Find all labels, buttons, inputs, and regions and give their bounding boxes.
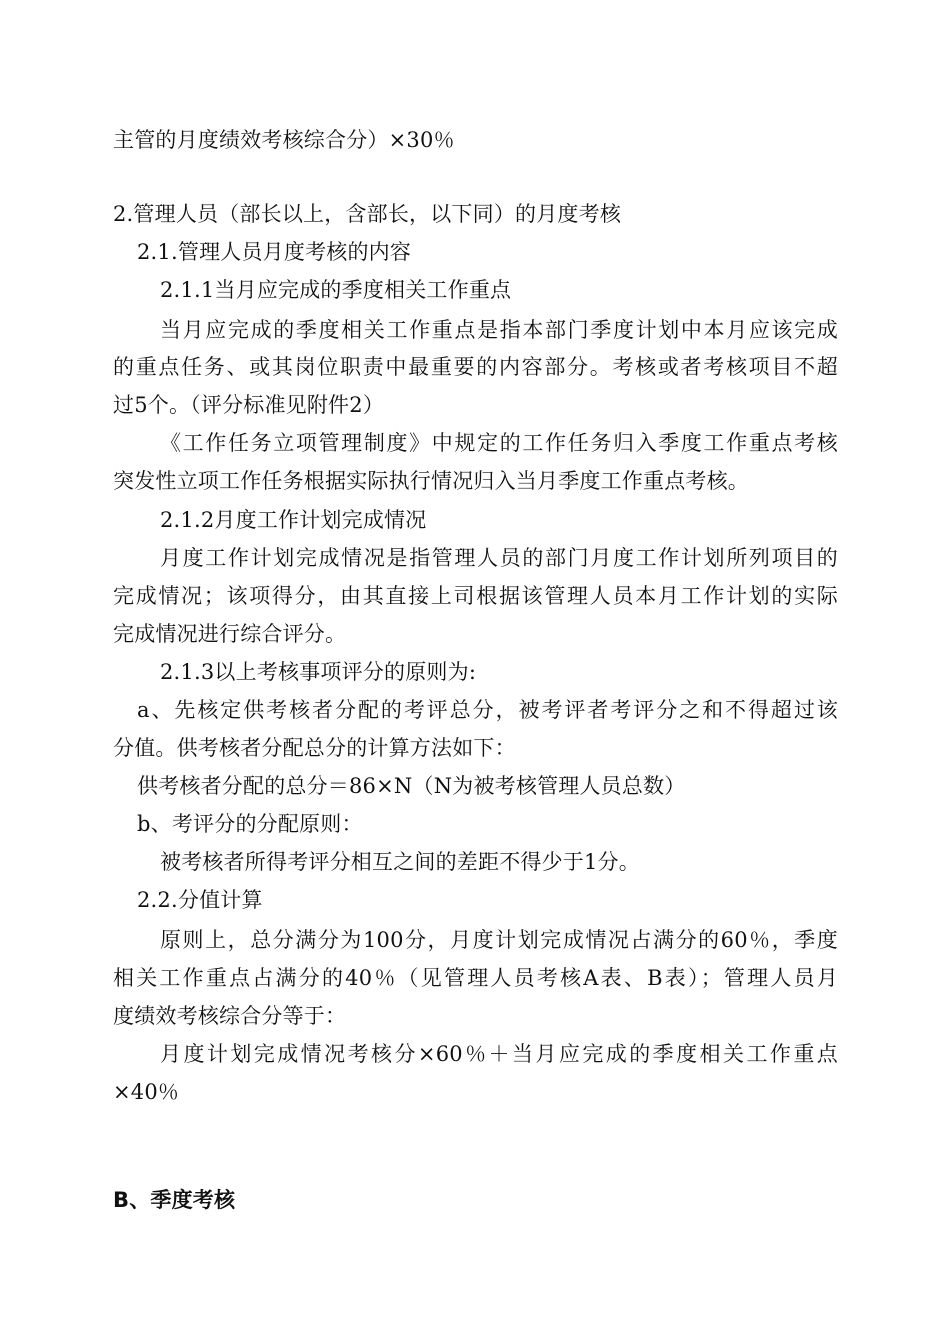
paragraph-line: 完成情况；该项得分，由其直接上司根据该管理人员本月工作计划的实际 [113, 584, 838, 608]
paragraph-line: a、先核定供考核者分配的考评总分，被考评者考评分之和不得超过该 [137, 698, 838, 722]
subsection-title-2-1-3: 2.1.3以上考核事项评分的原则为: [160, 660, 477, 684]
paragraph-line: 《工作任务立项管理制度》中规定的工作任务归入季度工作重点考核 [160, 431, 838, 455]
formula-line: 供考核者分配的总分＝86×N（N为被考核管理人员总数） [137, 774, 686, 798]
paragraph-line: 原则上，总分满分为100分，月度计划完成情况占满分的60％，季度 [160, 928, 838, 952]
paragraph-line: 月度工作计划完成情况是指管理人员的部门月度工作计划所列项目的 [160, 546, 838, 570]
section-heading-b: B、季度考核 [113, 1188, 236, 1212]
paragraph-line: 完成情况进行综合评分。 [113, 622, 347, 646]
paragraph-line: b、考评分的分配原则： [137, 812, 363, 836]
section-title-2: 2.管理人员（部长以上，含部长，以下同）的月度考核 [113, 202, 622, 226]
paragraph-line: 过5个。（评分标准见附件2） [113, 393, 385, 417]
subsection-title-2-1: 2.1.管理人员月度考核的内容 [137, 240, 412, 264]
subsection-title-2-1-1: 2.1.1当月应完成的季度相关工作重点 [160, 278, 512, 302]
paragraph-line: 当月应完成的季度相关工作重点是指本部门季度计划中本月应该完成 [160, 318, 838, 342]
formula-line: ×40％ [113, 1080, 180, 1104]
paragraph-line: 的重点任务、或其岗位职责中最重要的内容部分。考核或者考核项目不超 [113, 355, 838, 379]
subsection-title-2-1-2: 2.1.2月度工作计划完成情况 [160, 508, 427, 532]
paragraph-line: 被考核者所得考评分相互之间的差距不得少于1分。 [160, 850, 640, 874]
formula-line: 月度计划完成情况考核分×60％＋当月应完成的季度相关工作重点 [160, 1042, 838, 1066]
subsection-title-2-2: 2.2.分值计算 [137, 888, 263, 912]
paragraph-line: 突发性立项工作任务根据实际执行情况归入当月季度工作重点考核。 [113, 469, 749, 493]
paragraph-line: 分值。供考核者分配总分的计算方法如下： [113, 736, 516, 760]
text-line: 主管的月度绩效考核综合分）×30％ [113, 128, 455, 152]
paragraph-line: 相关工作重点占满分的40％（见管理人员考核A表、B表）；管理人员月 [113, 966, 838, 990]
paragraph-line: 度绩效考核综合分等于： [113, 1004, 347, 1028]
